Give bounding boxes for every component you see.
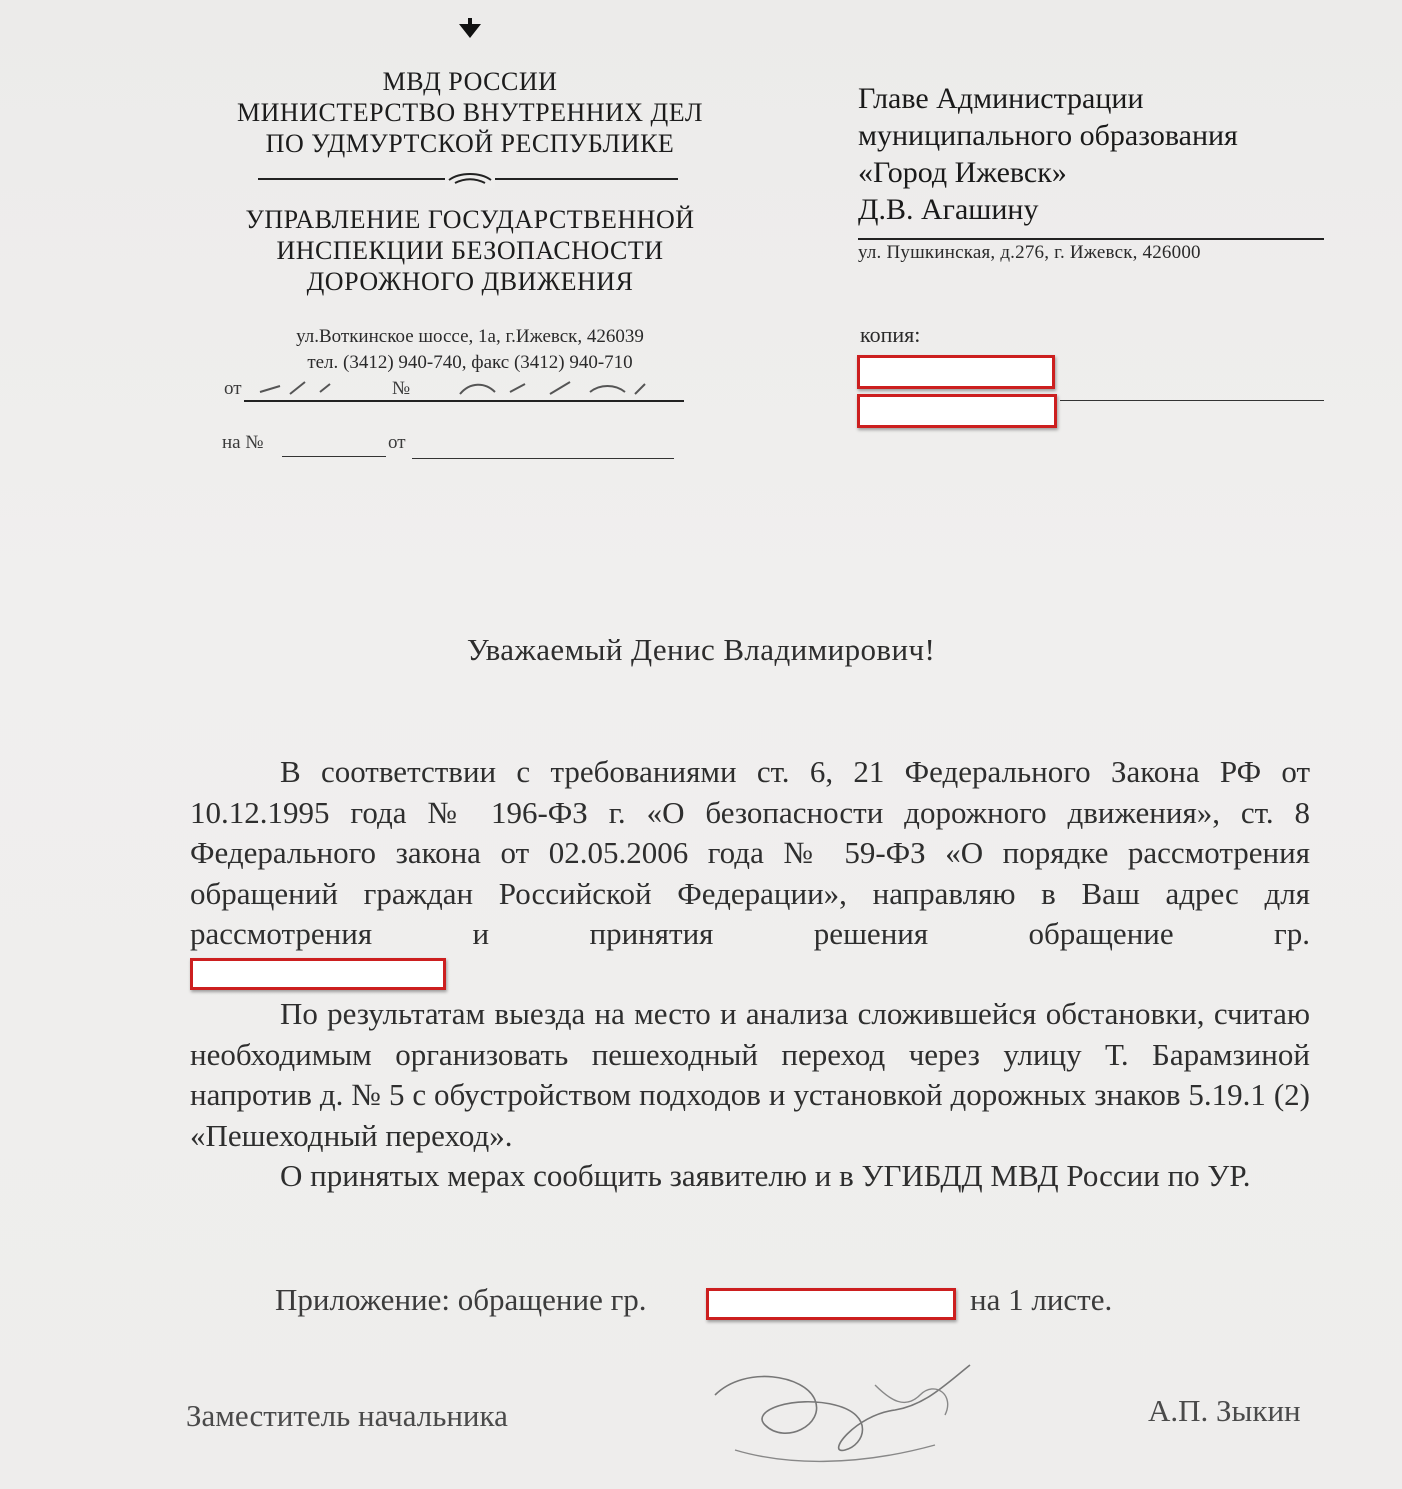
annex-suffix: на 1 листе.	[970, 1282, 1113, 1317]
reference-date-underline	[412, 458, 674, 459]
handwritten-date-number-icon	[250, 372, 670, 402]
annex-prefix: Приложение: обращение гр.	[275, 1282, 647, 1317]
divider-emblem-icon	[445, 170, 495, 188]
copy-underline	[1060, 400, 1324, 401]
reference-number-label: на №	[222, 432, 264, 453]
redaction-box	[706, 1288, 956, 1320]
ministry-header-line1: МВД РОССИИ	[382, 67, 558, 96]
addressee-line1: Главе Администрации	[858, 82, 1144, 115]
addressee-line2: муниципального образования	[858, 119, 1238, 152]
body-paragraph-1: В соответствии с требованиями ст. 6, 21 Федерального Закона РФ от 10.12.1995 года № 196-ФЗ г. «О безопасности дорожного движения», ст. 8 Федерального закона от 02.05.2006 года № 59-ФЗ «О порядке рассмотрения обращений граждан Российской Федерации», направляю в Ваш адрес для рассмотрения и принятия решения обращение гр.	[190, 754, 1310, 951]
redaction-box	[857, 394, 1057, 428]
addressee-underline	[858, 238, 1324, 240]
signer-name: А.П. Зыкин	[1148, 1393, 1301, 1428]
addressee-line4: Д.В. Агашину	[858, 193, 1039, 226]
from-date-label: от	[224, 378, 242, 399]
addressee-line3: «Город Ижевск»	[858, 156, 1067, 189]
top-mark-icon	[455, 18, 485, 40]
redaction-box	[857, 355, 1055, 389]
addressee-block	[858, 80, 1338, 228]
ministry-header-line3: ПО УДМУРТСКОЙ РЕСПУБЛИКЕ	[265, 129, 675, 158]
letterhead-address: ул.Воткинское шоссе, 1а, г.Ижевск, 426039	[296, 326, 644, 347]
reference-number-underline	[282, 456, 386, 457]
copy-label: копия:	[860, 322, 921, 347]
body-paragraph-2: По результатам выезда на место и анализа сложившейся обстановки, считаю необходимым организовать пешеходный переход через улицу Т. Барамзиной напротив д. № 5 с обустройством подходов и установкой дорожных знаков 5.19.1 (2) «Пешеходный переход».	[190, 996, 1310, 1153]
department-line2: ИНСПЕКЦИИ БЕЗОПАСНОСТИ	[276, 236, 664, 265]
letter-body-continued	[190, 994, 1310, 1197]
department-line3: ДОРОЖНОГО ДВИЖЕНИЯ	[306, 267, 634, 296]
signer-title: Заместитель начальника	[186, 1398, 508, 1433]
reference-date-label: от	[388, 432, 406, 453]
salutation: Уважаемый Денис Владимирович!	[466, 632, 936, 667]
department-line1: УПРАВЛЕНИЕ ГОСУДАРСТВЕННОЙ	[245, 205, 695, 234]
redaction-box	[190, 958, 446, 990]
outgoing-number-label: №	[392, 378, 411, 399]
addressee-address: ул. Пушкинская, д.276, г. Ижевск, 426000	[858, 242, 1201, 263]
ministry-header-line2: МИНИСТЕРСТВО ВНУТРЕННИХ ДЕЛ	[237, 98, 703, 127]
body-paragraph-3: О принятых мерах сообщить заявителю и в УГИБДД МВД России по УР.	[280, 1158, 1251, 1193]
letter-body	[190, 752, 1310, 955]
handwritten-signature-icon	[705, 1355, 995, 1475]
letterhead-phones: тел. (3412) 940-740, факс (3412) 940-710	[307, 352, 633, 373]
